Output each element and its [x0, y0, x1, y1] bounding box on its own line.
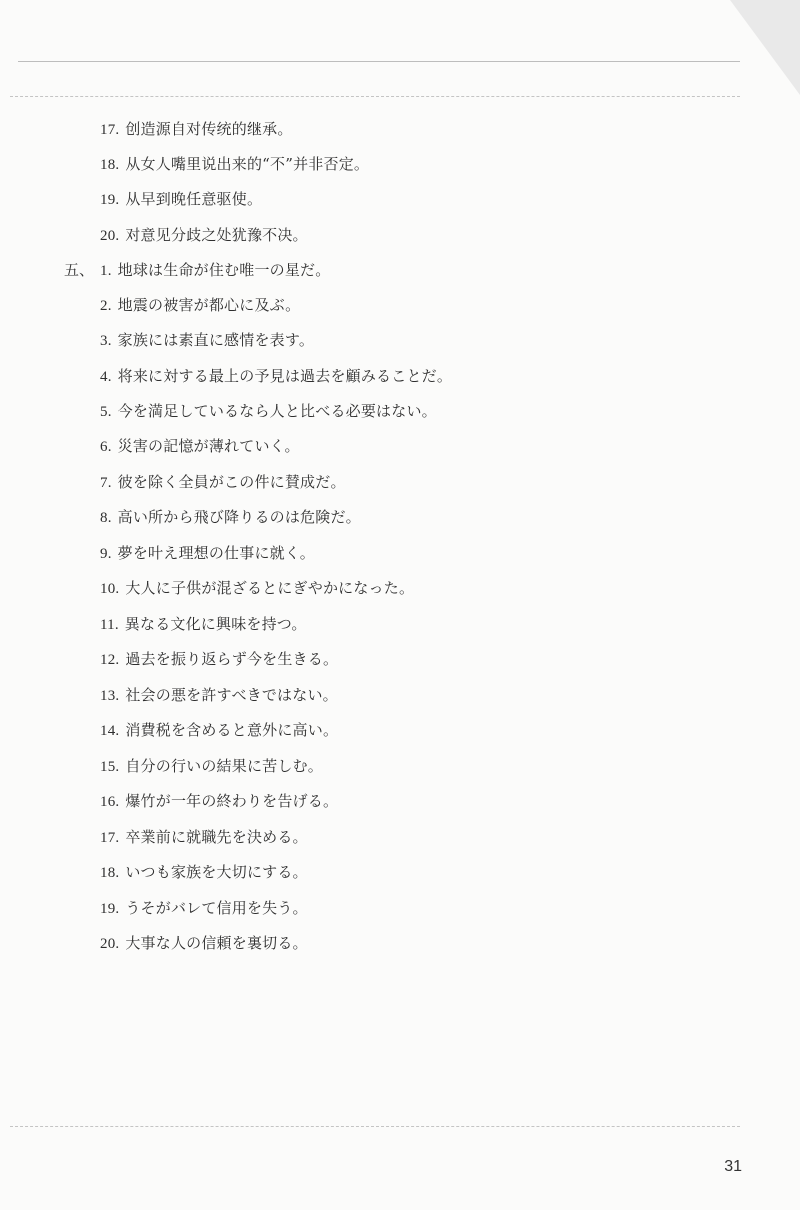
list-item [100, 859, 308, 885]
list-item [100, 895, 308, 921]
list-item [100, 433, 300, 459]
top-dotted-divider [10, 96, 740, 97]
item-number: 16. [100, 794, 120, 810]
item-text: 从女人嘴里说出来的“不”并非否定。 [125, 155, 370, 173]
list-item [100, 327, 314, 353]
item-text: 高い所から飛び降りるのは危険だ。 [117, 508, 361, 526]
item-text: 大事な人の信頼を裏切る。 [125, 934, 308, 952]
item-number: 7. [100, 475, 112, 491]
item-number: 5. [100, 404, 112, 420]
item-text: うそがバレて信用を失う。 [125, 899, 308, 917]
list-item [100, 469, 346, 495]
item-number: 1. [100, 263, 112, 279]
list-item [100, 824, 308, 850]
item-text: 自分の行いの結果に苦しむ。 [125, 757, 323, 775]
item-number: 19. [100, 901, 120, 917]
item-number: 20. [100, 936, 120, 952]
item-number: 17. [100, 830, 120, 846]
list-item [100, 930, 308, 956]
item-text: 今を満足しているなら人と比べる必要はない。 [117, 402, 437, 420]
item-text: 夢を叶え理想の仕事に就く。 [117, 544, 315, 562]
item-number: 9. [100, 546, 112, 562]
list-item [100, 753, 323, 779]
list-item [100, 646, 338, 672]
item-number: 2. [100, 298, 112, 314]
item-number: 11. [100, 617, 119, 633]
item-number: 18. [100, 157, 120, 173]
item-number: 20. [100, 228, 120, 244]
list-item [100, 363, 452, 389]
item-text: 从早到晚任意驱使。 [125, 190, 263, 208]
list-item [100, 222, 308, 248]
list-item [100, 717, 338, 743]
item-number: 14. [100, 723, 120, 739]
item-number: 19. [100, 192, 120, 208]
item-number: 12. [100, 652, 120, 668]
item-number: 8. [100, 510, 112, 526]
item-text: 過去を振り返らず今を生きる。 [125, 650, 339, 668]
bottom-dotted-divider [10, 1126, 740, 1127]
page-number: 31 [724, 1158, 742, 1175]
item-text: 消費税を含めると意外に高い。 [125, 721, 339, 739]
item-number: 18. [100, 865, 120, 881]
item-number: 6. [100, 439, 112, 455]
item-text: 创造源自对传统的继承。 [125, 120, 293, 138]
list-item [100, 398, 437, 424]
item-text: 家族には素直に感情を表す。 [117, 331, 315, 349]
item-number: 10. [100, 581, 120, 597]
list-item [100, 257, 330, 283]
list-item [100, 504, 361, 530]
list-item [100, 151, 369, 177]
item-number: 17. [100, 122, 120, 138]
item-number: 13. [100, 688, 120, 704]
list-item [100, 611, 307, 637]
section-label: 五、 [64, 261, 95, 279]
item-text: 卒業前に就職先を決める。 [125, 828, 308, 846]
item-text: 爆竹が一年の終わりを告げる。 [125, 792, 339, 810]
item-text: 彼を除く全員がこの件に賛成だ。 [117, 473, 346, 491]
item-number: 4. [100, 369, 112, 385]
item-text: 将来に対する最上の予見は過去を顧みることだ。 [117, 367, 453, 385]
list-item [100, 682, 338, 708]
item-text: 異なる文化に興味を持つ。 [124, 615, 307, 633]
item-text: いつも家族を大切にする。 [125, 863, 308, 881]
list-item [100, 292, 300, 318]
item-text: 对意见分歧之处犹豫不决。 [125, 226, 308, 244]
list-item [100, 540, 315, 566]
item-number: 3. [100, 333, 112, 349]
item-text: 地震の被害が都心に及ぶ。 [117, 296, 301, 314]
list-item [100, 575, 414, 601]
list-item [100, 116, 293, 142]
page-corner-fold [730, 0, 800, 95]
list-item [100, 186, 262, 212]
item-text: 地球は生命が住む唯一の星だ。 [117, 261, 331, 279]
item-text: 社会の悪を許すべきではない。 [125, 686, 338, 704]
item-number: 15. [100, 759, 120, 775]
header-rule [18, 61, 740, 62]
item-text: 大人に子供が混ざるとにぎやかになった。 [125, 579, 415, 597]
list-item [100, 788, 338, 814]
item-text: 災害の記憶が薄れていく。 [117, 437, 300, 455]
